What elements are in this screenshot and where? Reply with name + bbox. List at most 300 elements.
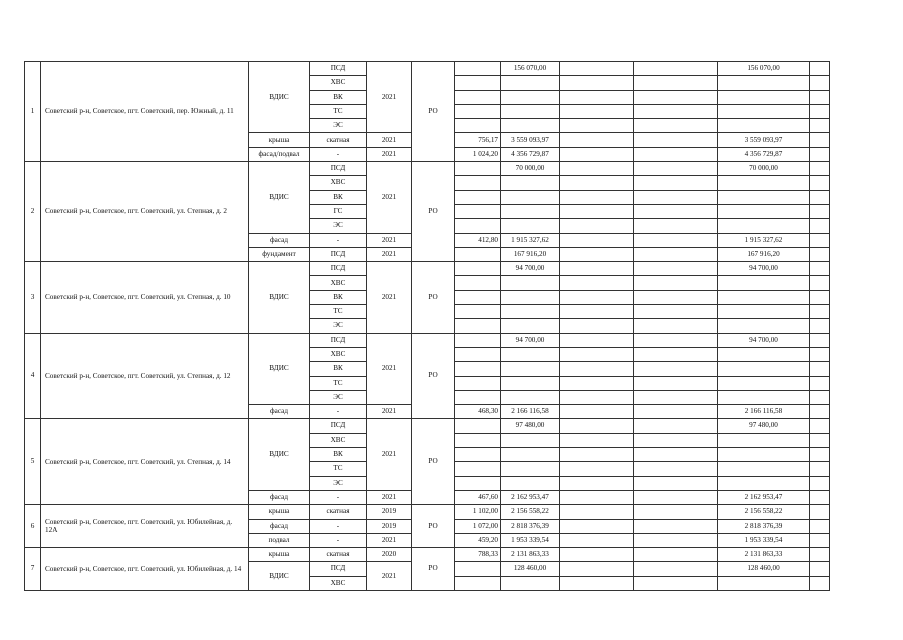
year-cell: 2019 bbox=[367, 519, 412, 533]
empty-cell bbox=[810, 247, 830, 261]
work-type-cell: фасад bbox=[249, 490, 310, 504]
empty-cell bbox=[560, 347, 634, 361]
area-cell: 1 102,00 bbox=[455, 505, 501, 519]
cost-cell: 3 559 093,97 bbox=[501, 133, 560, 147]
empty-cell bbox=[560, 519, 634, 533]
empty-cell bbox=[810, 147, 830, 161]
subtype-cell: - bbox=[310, 233, 367, 247]
area-cell bbox=[455, 419, 501, 433]
cost-cell: 167 916,20 bbox=[501, 247, 560, 261]
empty-cell bbox=[634, 147, 718, 161]
empty-cell bbox=[810, 576, 830, 590]
area-cell: 467,60 bbox=[455, 490, 501, 504]
cost-cell bbox=[501, 219, 560, 233]
empty-cell bbox=[634, 505, 718, 519]
cost-cell: 94 700,00 bbox=[501, 262, 560, 276]
cost-cell: 156 070,00 bbox=[501, 62, 560, 76]
empty-cell bbox=[810, 448, 830, 462]
total-cell bbox=[718, 448, 810, 462]
subtype-cell: ЭС bbox=[310, 390, 367, 404]
empty-cell bbox=[634, 376, 718, 390]
cost-cell bbox=[501, 104, 560, 118]
empty-cell bbox=[560, 204, 634, 218]
empty-cell bbox=[810, 505, 830, 519]
source-cell: РО bbox=[412, 162, 455, 262]
cost-cell bbox=[501, 76, 560, 90]
area-cell bbox=[455, 376, 501, 390]
empty-cell bbox=[634, 76, 718, 90]
total-cell: 1 915 327,62 bbox=[718, 233, 810, 247]
year-cell: 2021 bbox=[367, 419, 412, 490]
cost-cell: 2 818 376,39 bbox=[501, 519, 560, 533]
total-cell bbox=[718, 347, 810, 361]
empty-cell bbox=[810, 533, 830, 547]
total-cell: 156 070,00 bbox=[718, 62, 810, 76]
subtype-cell: - bbox=[310, 533, 367, 547]
subtype-cell: ТС bbox=[310, 305, 367, 319]
empty-cell bbox=[810, 219, 830, 233]
empty-cell bbox=[634, 90, 718, 104]
area-cell bbox=[455, 576, 501, 590]
empty-cell bbox=[560, 362, 634, 376]
cost-cell: 97 480,00 bbox=[501, 419, 560, 433]
area-cell bbox=[455, 219, 501, 233]
empty-cell bbox=[810, 190, 830, 204]
empty-cell bbox=[634, 162, 718, 176]
source-cell: РО bbox=[412, 548, 455, 591]
empty-cell bbox=[634, 247, 718, 261]
work-type-cell: фасад bbox=[249, 233, 310, 247]
total-cell: 2 156 558,22 bbox=[718, 505, 810, 519]
empty-cell bbox=[634, 119, 718, 133]
row-number: 2 bbox=[25, 162, 41, 262]
subtype-cell: скатная bbox=[310, 133, 367, 147]
cost-cell bbox=[501, 90, 560, 104]
empty-cell bbox=[810, 276, 830, 290]
area-cell: 412,80 bbox=[455, 233, 501, 247]
work-type-cell: фасад bbox=[249, 519, 310, 533]
cost-cell: 128 460,00 bbox=[501, 562, 560, 576]
table-row bbox=[25, 419, 830, 433]
empty-cell bbox=[810, 462, 830, 476]
empty-cell bbox=[560, 462, 634, 476]
total-cell: 97 480,00 bbox=[718, 419, 810, 433]
year-cell: 2021 bbox=[367, 262, 412, 333]
empty-cell bbox=[560, 276, 634, 290]
total-cell: 128 460,00 bbox=[718, 562, 810, 576]
cost-cell bbox=[501, 305, 560, 319]
work-type-cell: ВДИС bbox=[249, 333, 310, 404]
year-cell: 2021 bbox=[367, 562, 412, 591]
year-cell: 2021 bbox=[367, 533, 412, 547]
empty-cell bbox=[810, 433, 830, 447]
empty-cell bbox=[560, 376, 634, 390]
subtype-cell: ХВС bbox=[310, 76, 367, 90]
empty-cell bbox=[810, 405, 830, 419]
empty-cell bbox=[810, 133, 830, 147]
area-cell bbox=[455, 319, 501, 333]
work-type-cell: подвал bbox=[249, 533, 310, 547]
area-cell bbox=[455, 262, 501, 276]
subtype-cell: ВК bbox=[310, 362, 367, 376]
subtype-cell: ВК bbox=[310, 90, 367, 104]
subtype-cell: ГС bbox=[310, 204, 367, 218]
area-cell bbox=[455, 305, 501, 319]
empty-cell bbox=[560, 262, 634, 276]
empty-cell bbox=[810, 548, 830, 562]
work-type-cell: ВДИС bbox=[249, 562, 310, 591]
empty-cell bbox=[560, 176, 634, 190]
area-cell bbox=[455, 190, 501, 204]
total-cell: 2 131 863,33 bbox=[718, 548, 810, 562]
empty-cell bbox=[810, 90, 830, 104]
empty-cell bbox=[560, 419, 634, 433]
subtype-cell: ХВС bbox=[310, 176, 367, 190]
year-cell: 2021 bbox=[367, 405, 412, 419]
area-cell bbox=[455, 119, 501, 133]
total-cell: 2 166 116,58 bbox=[718, 405, 810, 419]
empty-cell bbox=[810, 305, 830, 319]
subtype-cell: ЭС bbox=[310, 219, 367, 233]
work-type-cell: крыша bbox=[249, 505, 310, 519]
area-cell: 788,33 bbox=[455, 548, 501, 562]
area-cell bbox=[455, 347, 501, 361]
address-cell: Советский р-н, Советское, пгт. Советский, ул. Юбилейная, д. 12А bbox=[41, 505, 249, 548]
row-number: 3 bbox=[25, 262, 41, 333]
total-cell bbox=[718, 119, 810, 133]
table-row bbox=[25, 62, 830, 76]
area-cell bbox=[455, 390, 501, 404]
subtype-cell: ХВС bbox=[310, 276, 367, 290]
total-cell bbox=[718, 319, 810, 333]
empty-cell bbox=[560, 219, 634, 233]
empty-cell bbox=[634, 362, 718, 376]
cost-cell bbox=[501, 290, 560, 304]
work-type-cell: фасад bbox=[249, 405, 310, 419]
total-cell bbox=[718, 476, 810, 490]
empty-cell bbox=[634, 276, 718, 290]
empty-cell bbox=[810, 176, 830, 190]
empty-cell bbox=[634, 305, 718, 319]
empty-cell bbox=[810, 319, 830, 333]
total-cell: 94 700,00 bbox=[718, 262, 810, 276]
cost-cell bbox=[501, 176, 560, 190]
total-cell bbox=[718, 462, 810, 476]
row-number: 1 bbox=[25, 62, 41, 162]
empty-cell bbox=[634, 133, 718, 147]
cost-cell bbox=[501, 576, 560, 590]
total-cell bbox=[718, 576, 810, 590]
empty-cell bbox=[560, 119, 634, 133]
subtype-cell: ЭС bbox=[310, 319, 367, 333]
empty-cell bbox=[634, 419, 718, 433]
year-cell: 2021 bbox=[367, 247, 412, 261]
subtype-cell: ПСД bbox=[310, 62, 367, 76]
cost-cell bbox=[501, 190, 560, 204]
empty-cell bbox=[810, 347, 830, 361]
empty-cell bbox=[634, 190, 718, 204]
empty-cell bbox=[810, 162, 830, 176]
cost-cell bbox=[501, 319, 560, 333]
area-cell bbox=[455, 247, 501, 261]
empty-cell bbox=[560, 505, 634, 519]
empty-cell bbox=[634, 347, 718, 361]
year-cell: 2021 bbox=[367, 490, 412, 504]
empty-cell bbox=[634, 176, 718, 190]
empty-cell bbox=[560, 104, 634, 118]
empty-cell bbox=[810, 376, 830, 390]
work-type-cell: крыша bbox=[249, 548, 310, 562]
source-cell: РО bbox=[412, 333, 455, 419]
empty-cell bbox=[810, 419, 830, 433]
empty-cell bbox=[634, 476, 718, 490]
subtype-cell: ТС bbox=[310, 462, 367, 476]
empty-cell bbox=[634, 219, 718, 233]
empty-cell bbox=[634, 519, 718, 533]
subtype-cell: - bbox=[310, 147, 367, 161]
subtype-cell: - bbox=[310, 519, 367, 533]
cost-cell: 2 131 863,33 bbox=[501, 548, 560, 562]
area-cell bbox=[455, 433, 501, 447]
area-cell bbox=[455, 448, 501, 462]
subtype-cell: ВК bbox=[310, 448, 367, 462]
total-cell: 2 162 953,47 bbox=[718, 490, 810, 504]
year-cell: 2021 bbox=[367, 162, 412, 233]
empty-cell bbox=[560, 490, 634, 504]
work-type-cell: фундамент bbox=[249, 247, 310, 261]
area-cell: 756,17 bbox=[455, 133, 501, 147]
subtype-cell: скатная bbox=[310, 548, 367, 562]
cost-cell bbox=[501, 476, 560, 490]
area-cell bbox=[455, 333, 501, 347]
area-cell bbox=[455, 476, 501, 490]
total-cell bbox=[718, 76, 810, 90]
subtype-cell: ХВС bbox=[310, 433, 367, 447]
source-cell: РО bbox=[412, 419, 455, 505]
total-cell bbox=[718, 433, 810, 447]
total-cell: 3 559 093,97 bbox=[718, 133, 810, 147]
cost-cell: 1 915 327,62 bbox=[501, 233, 560, 247]
subtype-cell: ХВС bbox=[310, 576, 367, 590]
source-cell: РО bbox=[412, 262, 455, 333]
empty-cell bbox=[560, 90, 634, 104]
empty-cell bbox=[810, 519, 830, 533]
work-type-cell: ВДИС bbox=[249, 419, 310, 490]
empty-cell bbox=[560, 548, 634, 562]
empty-cell bbox=[810, 233, 830, 247]
total-cell: 4 356 729,87 bbox=[718, 147, 810, 161]
cost-cell: 70 000,00 bbox=[501, 162, 560, 176]
empty-cell bbox=[810, 62, 830, 76]
subtype-cell: ЭС bbox=[310, 476, 367, 490]
area-cell: 468,30 bbox=[455, 405, 501, 419]
year-cell: 2021 bbox=[367, 147, 412, 161]
address-cell: Советский р-н, Советское, пгт. Советский, ул. Степная, д. 12 bbox=[41, 333, 249, 419]
empty-cell bbox=[634, 290, 718, 304]
empty-cell bbox=[560, 448, 634, 462]
cost-cell: 2 166 116,58 bbox=[501, 405, 560, 419]
subtype-cell: скатная bbox=[310, 505, 367, 519]
subtype-cell: ПСД bbox=[310, 333, 367, 347]
source-cell: РО bbox=[412, 62, 455, 162]
area-cell bbox=[455, 76, 501, 90]
subtype-cell: ТС bbox=[310, 104, 367, 118]
total-cell bbox=[718, 276, 810, 290]
empty-cell bbox=[560, 133, 634, 147]
table-row bbox=[25, 262, 830, 276]
empty-cell bbox=[810, 362, 830, 376]
empty-cell bbox=[810, 562, 830, 576]
empty-cell bbox=[560, 333, 634, 347]
empty-cell bbox=[634, 390, 718, 404]
total-cell: 1 953 339,54 bbox=[718, 533, 810, 547]
total-cell bbox=[718, 204, 810, 218]
cost-cell: 2 156 558,22 bbox=[501, 505, 560, 519]
area-cell bbox=[455, 362, 501, 376]
area-cell bbox=[455, 276, 501, 290]
total-cell bbox=[718, 362, 810, 376]
cost-cell bbox=[501, 448, 560, 462]
address-cell: Советский р-н, Советское, пгт. Советский, ул. Степная, д. 10 bbox=[41, 262, 249, 333]
total-cell bbox=[718, 305, 810, 319]
empty-cell bbox=[634, 562, 718, 576]
cost-cell bbox=[501, 276, 560, 290]
subtype-cell: ЭС bbox=[310, 119, 367, 133]
empty-cell bbox=[560, 76, 634, 90]
year-cell: 2020 bbox=[367, 548, 412, 562]
empty-cell bbox=[560, 562, 634, 576]
address-cell: Советский р-н, Советское, пгт. Советский, пер. Южный, д. 11 bbox=[41, 62, 249, 162]
empty-cell bbox=[634, 405, 718, 419]
empty-cell bbox=[634, 576, 718, 590]
row-number: 6 bbox=[25, 505, 41, 548]
empty-cell bbox=[634, 333, 718, 347]
empty-cell bbox=[560, 390, 634, 404]
cost-cell: 94 700,00 bbox=[501, 333, 560, 347]
subtype-cell: ПСД bbox=[310, 562, 367, 576]
area-cell: 1 072,00 bbox=[455, 519, 501, 533]
empty-cell bbox=[810, 262, 830, 276]
total-cell bbox=[718, 104, 810, 118]
area-cell bbox=[455, 562, 501, 576]
subtype-cell: ПСД bbox=[310, 262, 367, 276]
subtype-cell: - bbox=[310, 490, 367, 504]
cost-cell bbox=[501, 462, 560, 476]
row-number: 7 bbox=[25, 548, 41, 591]
area-cell bbox=[455, 62, 501, 76]
empty-cell bbox=[634, 262, 718, 276]
total-cell: 167 916,20 bbox=[718, 247, 810, 261]
empty-cell bbox=[810, 333, 830, 347]
work-type-cell: ВДИС bbox=[249, 162, 310, 233]
empty-cell bbox=[810, 119, 830, 133]
year-cell: 2021 bbox=[367, 233, 412, 247]
area-cell bbox=[455, 162, 501, 176]
year-cell: 2021 bbox=[367, 133, 412, 147]
year-cell: 2021 bbox=[367, 62, 412, 133]
empty-cell bbox=[560, 476, 634, 490]
empty-cell bbox=[634, 104, 718, 118]
work-type-cell: ВДИС bbox=[249, 62, 310, 133]
area-cell bbox=[455, 204, 501, 218]
subtype-cell: - bbox=[310, 405, 367, 419]
empty-cell bbox=[560, 62, 634, 76]
year-cell: 2019 bbox=[367, 505, 412, 519]
empty-cell bbox=[560, 190, 634, 204]
empty-cell bbox=[560, 147, 634, 161]
subtype-cell: ПСД bbox=[310, 419, 367, 433]
empty-cell bbox=[560, 305, 634, 319]
cost-cell bbox=[501, 433, 560, 447]
schedule-grid bbox=[24, 61, 830, 591]
empty-cell bbox=[560, 405, 634, 419]
empty-cell bbox=[560, 162, 634, 176]
cost-cell: 4 356 729,87 bbox=[501, 147, 560, 161]
address-cell: Советский р-н, Советское, пгт. Советский, ул. Степная, д. 2 bbox=[41, 162, 249, 262]
work-type-cell: ВДИС bbox=[249, 262, 310, 333]
cost-cell bbox=[501, 204, 560, 218]
empty-cell bbox=[634, 204, 718, 218]
total-cell bbox=[718, 176, 810, 190]
empty-cell bbox=[810, 76, 830, 90]
empty-cell bbox=[810, 204, 830, 218]
total-cell bbox=[718, 390, 810, 404]
empty-cell bbox=[634, 548, 718, 562]
total-cell bbox=[718, 90, 810, 104]
cost-cell bbox=[501, 390, 560, 404]
empty-cell bbox=[634, 62, 718, 76]
cost-cell bbox=[501, 347, 560, 361]
row-number: 4 bbox=[25, 333, 41, 419]
cost-cell bbox=[501, 362, 560, 376]
repair-schedule-table bbox=[24, 61, 830, 591]
table-row bbox=[25, 162, 830, 176]
empty-cell bbox=[810, 104, 830, 118]
subtype-cell: ХВС bbox=[310, 347, 367, 361]
cost-cell bbox=[501, 119, 560, 133]
empty-cell bbox=[810, 390, 830, 404]
empty-cell bbox=[560, 533, 634, 547]
empty-cell bbox=[810, 476, 830, 490]
empty-cell bbox=[634, 448, 718, 462]
empty-cell bbox=[634, 462, 718, 476]
total-cell: 70 000,00 bbox=[718, 162, 810, 176]
empty-cell bbox=[560, 576, 634, 590]
empty-cell bbox=[560, 247, 634, 261]
subtype-cell: ВК bbox=[310, 190, 367, 204]
total-cell bbox=[718, 376, 810, 390]
empty-cell bbox=[634, 533, 718, 547]
total-cell bbox=[718, 290, 810, 304]
area-cell bbox=[455, 290, 501, 304]
row-number: 5 bbox=[25, 419, 41, 505]
work-type-cell: крыша bbox=[249, 133, 310, 147]
empty-cell bbox=[810, 290, 830, 304]
total-cell: 94 700,00 bbox=[718, 333, 810, 347]
empty-cell bbox=[560, 319, 634, 333]
table-row bbox=[25, 333, 830, 347]
empty-cell bbox=[634, 433, 718, 447]
area-cell bbox=[455, 104, 501, 118]
address-cell: Советский р-н, Советское, пгт. Советский, ул. Юбилейная, д. 14 bbox=[41, 548, 249, 591]
empty-cell bbox=[634, 490, 718, 504]
work-type-cell: фасад/подвал bbox=[249, 147, 310, 161]
total-cell: 2 818 376,39 bbox=[718, 519, 810, 533]
table-row bbox=[25, 548, 830, 562]
area-cell bbox=[455, 176, 501, 190]
table-row bbox=[25, 505, 830, 519]
total-cell bbox=[718, 219, 810, 233]
